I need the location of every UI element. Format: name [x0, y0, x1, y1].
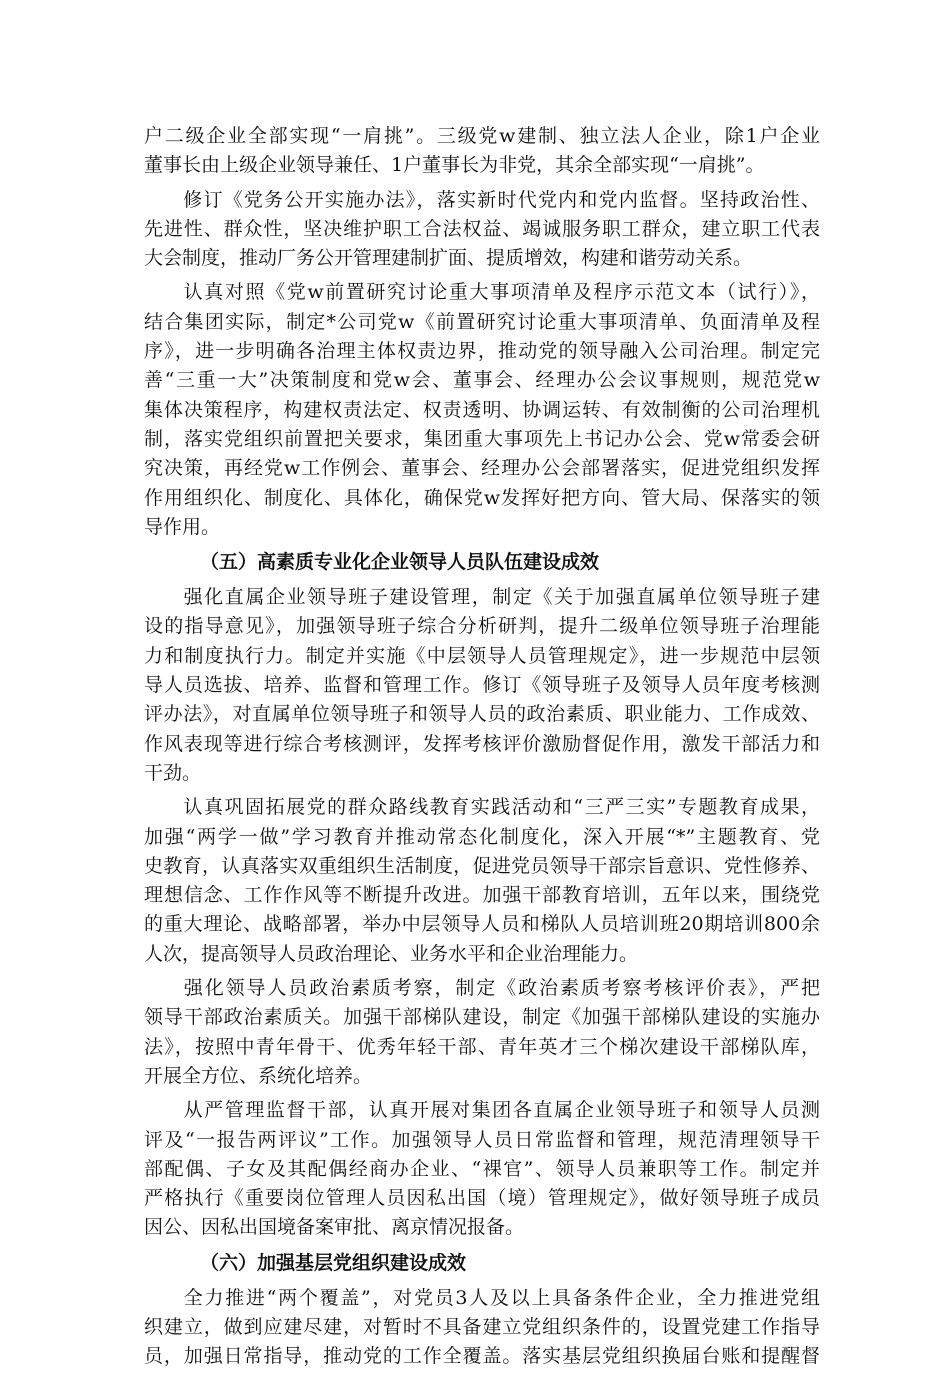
text-line: 集体决策程序，构建权责法定、权责透明、协调运转、有效制衡的公司治理机 — [144, 398, 820, 421]
text-line: 全力推进“两个覆盖”，对党员3人及以上具备条件企业，全力推进党组 — [182, 1286, 820, 1309]
text-line: 从严管理监督干部，认真开展对集团各直属企业领导班子和领导人员测 — [182, 1099, 820, 1122]
text-line: 认真巩固拓展党的群众路线教育实践活动和“三严三实”专题教育成果， — [182, 796, 820, 819]
text-line: 加强“两学一做”学习教育并推动常态化制度化，深入开展“*”主题教育、党 — [144, 825, 820, 848]
text-line: 的重大理论、战略部署，举办中层领导人员和梯队人员培训班20期培训800余 — [144, 913, 820, 936]
text-line: 户二级企业全部实现“一肩挑”。三级党w建制、独立法人企业，除1户企业 — [144, 125, 820, 147]
text-line: 评及“一报告两评议”工作。加强领导人员日常监督和管理，规范清理领导干 — [144, 1128, 820, 1151]
text-line: 人次，提高领导人员政治理论、业务水平和企业治理能力。 — [144, 942, 639, 965]
text-line: 序》，进一步明确各治理主体权责边界，推动党的领导融入公司治理。制定完 — [144, 340, 820, 363]
text-line: 作用组织化、制度化、具体化，确保党w发挥好把方向、管大局、保落实的领 — [144, 486, 820, 509]
text-line: 力和制度执行力。制定并实施《中层领导人员管理规定》，进一步规范中层领 — [144, 644, 820, 667]
text-line: 开展全方位、系统化培养。 — [144, 1064, 373, 1087]
text-line: 大会制度，推动厂务公开管理建制扩面、提质增效，构建和谐劳动关系。 — [144, 247, 753, 270]
text-line: 理想信念、工作作风等不断提升改进。加强干部教育培训，五年以来，围绕党 — [144, 884, 820, 907]
text-line: 织建立，做到应建尽建，对暂时不具备建立党组织条件的，设置党建工作指导 — [144, 1315, 820, 1338]
document-page — [144, 122, 820, 1377]
text-line: 因公、因私出国境备案审批、离京情况报备。 — [144, 1216, 525, 1239]
text-line: 先进性、群众性，坚决维护职工合法权益、竭诚服务职工群众，建立职工代表 — [144, 217, 820, 240]
text-line: 干劲。 — [144, 761, 202, 784]
paragraph-coverage — [144, 1284, 820, 1372]
paragraph-one-shoulder — [144, 122, 820, 181]
paragraph-education — [144, 793, 820, 969]
text-line: 结合集团实际，制定*公司党w《前置研究讨论重大事项清单、负面清单及程 — [144, 310, 820, 333]
text-line: 强化领导人员政治素质考察，制定《政治素质考察考核评价表》，严把 — [182, 977, 820, 1000]
text-line: 导人员选拔、培养、监督和管理工作。修订《领导班子及领导人员年度考核测 — [144, 674, 820, 697]
text-line: 领导干部政治素质关。加强干部梯队建设，制定《加强干部梯队建设的实施办 — [144, 1006, 820, 1029]
text-line: 善“三重一大”决策制度和党w会、董事会、经理办公会议事规则，规范党w — [144, 369, 820, 392]
section-heading-6: （六）加强基层党组织建设成效 — [200, 1251, 467, 1274]
text-line: 法》，按照中青年骨干、优秀年轻干部、青年英才三个梯次建设干部梯队库， — [144, 1035, 820, 1058]
paragraph-governance — [144, 278, 820, 542]
text-line: 导作用。 — [144, 515, 221, 538]
text-line: 部配偶、子女及其配偶经商办企业、“裸官”、领导人员兼职等工作。制定并 — [144, 1157, 820, 1180]
section-heading-5: （五）高素质专业化企业领导人员队伍建设成效 — [200, 551, 600, 574]
text-line: 设的指导意见》，加强领导班子综合分析研判，提升二级单位领导班子治理能 — [144, 615, 820, 638]
text-line: 强化直属企业领导班子建设管理，制定《关于加强直属单位领导班子建 — [182, 586, 820, 609]
text-line: 究决策，再经党w工作例会、董事会、经理办公会部署落实，促进党组织发挥 — [144, 457, 820, 480]
text-line: 作风表现等进行综合考核测评，发挥考核评价激励督促作用，激发干部活力和 — [144, 732, 820, 755]
text-line: 董事长由上级企业领导兼任、1户董事长为非党，其余全部实现“一肩挑”。 — [144, 154, 765, 177]
text-line: 制，落实党组织前置把关要求，集团重大事项先上书记办公会、党w常委会研 — [144, 427, 820, 450]
paragraph-political-quality — [144, 974, 820, 1091]
text-line: 评办法》，对直属单位领导班子和领导人员的政治素质、职业能力、工作成效、 — [144, 703, 820, 726]
text-line: 严格执行《重要岗位管理人员因私出国（境）管理规定》，做好领导班子成员 — [144, 1187, 820, 1210]
text-line: 修订《党务公开实施办法》，落实新时代党内和党内监督。坚持政治性、 — [182, 188, 820, 211]
text-line: 认真对照《党w前置研究讨论重大事项清单及程序示范文本（试行）》， — [182, 281, 820, 304]
paragraph-leadership-team — [144, 583, 820, 788]
paragraph-party-affairs-openness — [144, 186, 820, 274]
text-line: 员，加强日常指导，推动党的工作全覆盖。落实基层党组织换届台账和提醒督 — [144, 1345, 820, 1368]
text-line: 史教育，认真落实双重组织生活制度，促进党员领导干部宗旨意识、党性修养、 — [144, 854, 820, 877]
paragraph-supervision — [144, 1096, 820, 1242]
